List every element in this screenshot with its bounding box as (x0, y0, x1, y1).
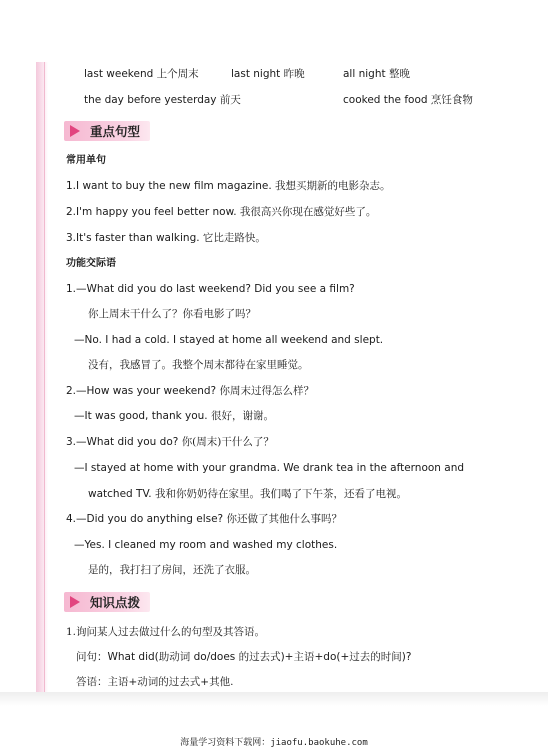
dialogue-question: 2.—How was your weekend? 你周末过得怎么样？ (66, 385, 314, 397)
vocab-item: the day before yesterday 前天 (84, 94, 241, 106)
section-heading-key-sentences (64, 121, 150, 141)
section-heading-knowledge-points (64, 592, 150, 612)
sentence-item: 1.I want to buy the new film magazine. 我想买期新的电影杂志。 (66, 180, 391, 192)
dialogue-answer: —I stayed at home with your grandma. We drank tea in the afternoon and (74, 462, 465, 474)
section-tag (64, 592, 150, 612)
dialogue-answer: —It was good, thank you. 很好，谢谢。 (74, 410, 274, 422)
dialogue-answer: —No. I had a cold. I stayed at home all weekend and slept. (74, 334, 384, 346)
dialogue-question: 1.—What did you do last weekend? Did you see a film? (66, 283, 355, 295)
page-fold-line (44, 62, 45, 692)
sentence-item: 3.It's faster than walking. 它比走路快。 (66, 232, 266, 244)
answer-pattern: 答语：主语+动词的过去式+其他. (76, 676, 234, 688)
dialogue-translation: 你上周末干什么了？你看电影了吗？ (88, 308, 256, 320)
dialogue-question: 4.—Did you do anything else? 你还做了其他什么事吗？ (66, 513, 342, 525)
dialogue-question: 3.—What did you do? 你(周末)干什么了？ (66, 436, 274, 448)
section-title: 重点句型 (90, 124, 141, 139)
section-title: 知识点拨 (90, 595, 141, 610)
arrow-icon (70, 596, 80, 608)
dialogue-translation: 是的，我打扫了房间，还洗了衣服。 (88, 564, 256, 576)
vocab-item: last weekend 上个周末 (84, 68, 199, 80)
dialogue-answer: —Yes. I cleaned my room and washed my clothes. (74, 539, 338, 551)
vocab-item: cooked the food 烹饪食物 (343, 94, 473, 106)
footer-watermark: 海量学习资料下载网：jiaofu.baokuhe.com (180, 738, 368, 748)
vocab-item: all night 整晚 (343, 68, 410, 80)
subheading-common-sentences: 常用单句 (66, 155, 106, 166)
dialogue-answer-continued: watched TV. 我和你奶奶待在家里。我们喝了下午茶，还看了电视。 (88, 488, 407, 500)
page-edge-decoration (36, 62, 48, 692)
sentence-item: 2.I'm happy you feel better now. 我很高兴你现在感觉好些了。 (66, 206, 377, 218)
subheading-functional-language: 功能交际语 (66, 258, 116, 269)
vocab-item: last night 昨晚 (231, 68, 305, 80)
knowledge-point: 1.询问某人过去做过什么的句型及其答语。 (66, 626, 266, 638)
dialogue-translation: 没有，我感冒了。我整个周末都待在家里睡觉。 (88, 359, 309, 371)
question-pattern: 问句：What did(助动词 do/does 的过去式)+主语+do(+过去的时间)? (76, 651, 412, 663)
arrow-icon (70, 125, 80, 137)
section-tag (64, 121, 150, 141)
page-bottom-shadow (0, 692, 548, 706)
